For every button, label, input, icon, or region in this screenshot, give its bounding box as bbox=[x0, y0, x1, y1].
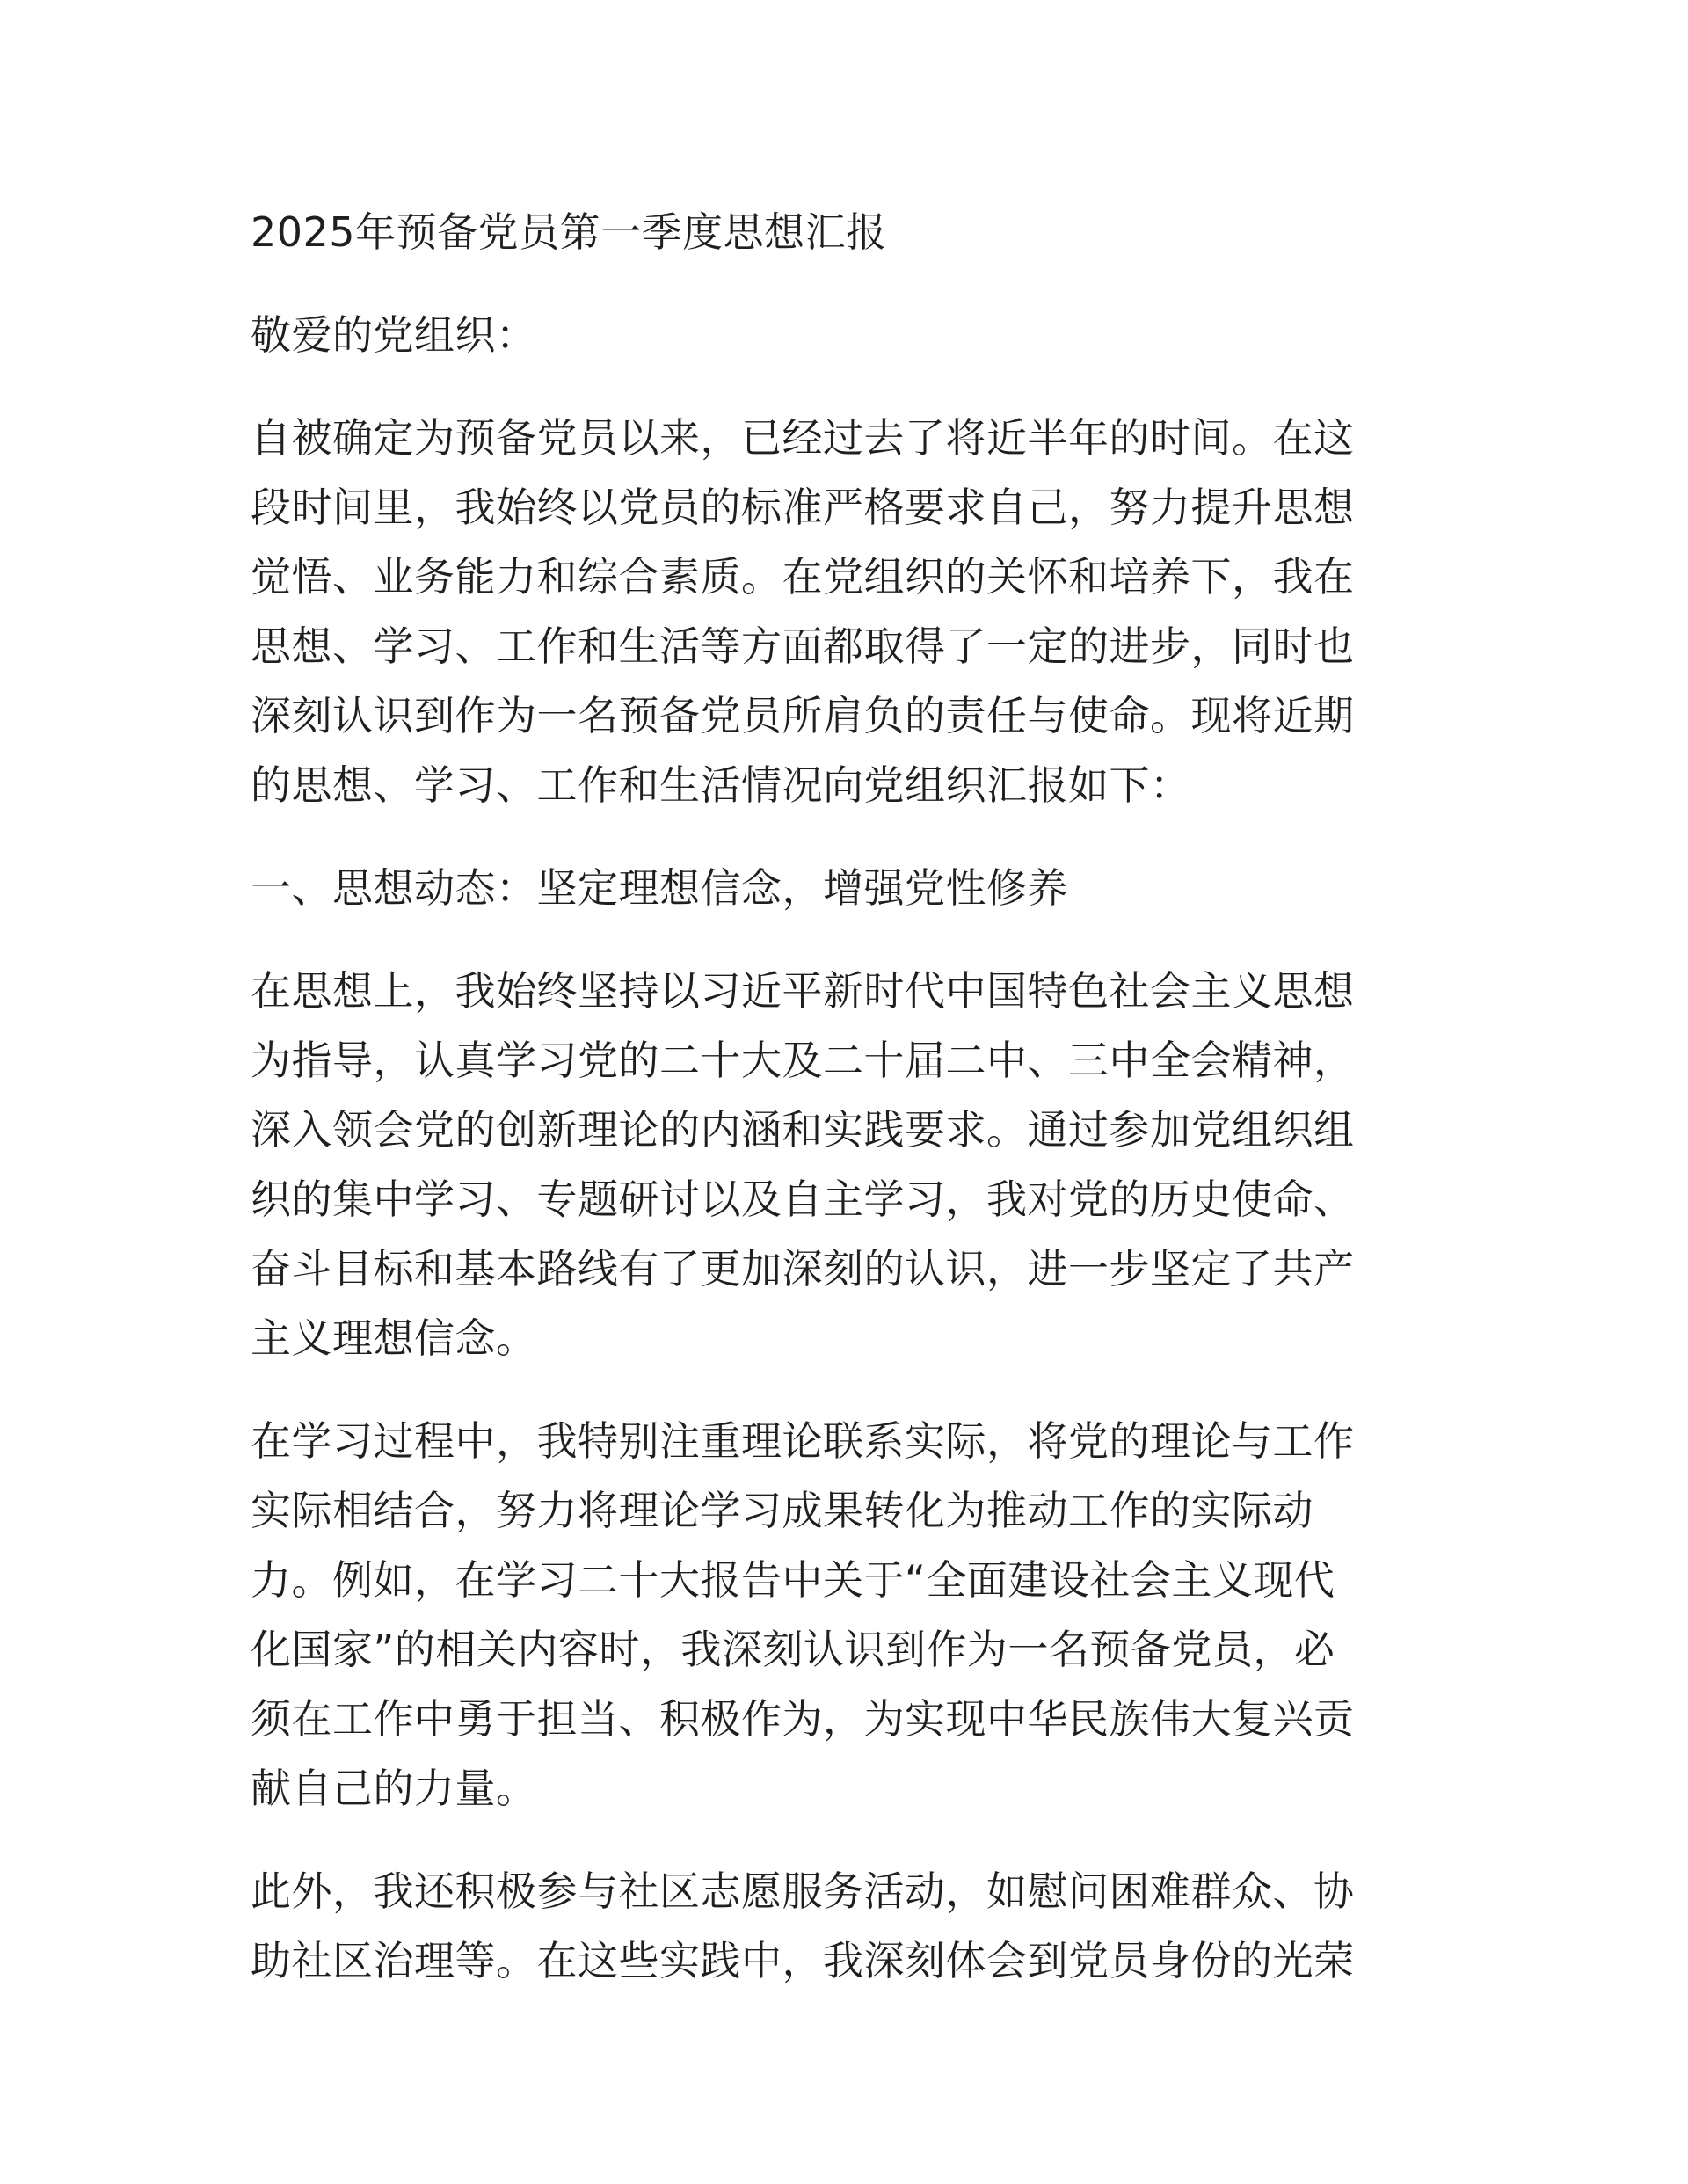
paragraph-line: 织的集中学习、专题研讨以及自主学习，我对党的历史使命、 bbox=[251, 1176, 1355, 1223]
paragraph-line: 实际相结合，努力将理论学习成果转化为推动工作的实际动 bbox=[251, 1487, 1313, 1534]
paragraph-line: 献自己的力量。 bbox=[251, 1765, 537, 1812]
paragraph-line: 力。例如，在学习二十大报告中关于“全面建设社会主义现代 bbox=[251, 1556, 1335, 1604]
paragraph-line: 主义理想信念。 bbox=[251, 1314, 537, 1362]
paragraph-line: 在学习过程中，我特别注重理论联系实际，将党的理论与工作 bbox=[251, 1417, 1355, 1465]
paragraph-line: 觉悟、业务能力和综合素质。在党组织的关怀和培养下，我在 bbox=[251, 553, 1355, 601]
paragraph-line: 思想、学习、工作和生活等方面都取得了一定的进步，同时也 bbox=[251, 622, 1355, 670]
paragraph-line: 的思想、学习、工作和生活情况向党组织汇报如下： bbox=[251, 761, 1191, 809]
paragraph-line: 深入领会党的创新理论的内涵和实践要求。通过参加党组织组 bbox=[251, 1106, 1355, 1154]
paragraph-line: 奋斗目标和基本路线有了更加深刻的认识，进一步坚定了共产 bbox=[251, 1245, 1355, 1292]
salutation: 敬爱的党组织： bbox=[251, 311, 537, 359]
paragraph-line: 深刻认识到作为一名预备党员所肩负的责任与使命。现将近期 bbox=[251, 692, 1355, 739]
paragraph-study bbox=[251, 1407, 1446, 1824]
section-heading bbox=[251, 854, 1446, 923]
paragraph-volunteer bbox=[251, 1857, 1446, 1996]
document-body bbox=[251, 198, 1446, 2029]
paragraph-intro bbox=[251, 404, 1446, 820]
paragraph-line: 段时间里，我始终以党员的标准严格要求自己，努力提升思想 bbox=[251, 484, 1355, 531]
paragraph-line: 为指导，认真学习党的二十大及二十届二中、三中全会精神， bbox=[251, 1037, 1355, 1084]
paragraph-line: 自被确定为预备党员以来，已经过去了将近半年的时间。在这 bbox=[251, 414, 1355, 462]
paragraph-line: 在思想上，我始终坚持以习近平新时代中国特色社会主义思想 bbox=[251, 967, 1355, 1015]
paragraph-line: 须在工作中勇于担当、积极作为，为实现中华民族伟大复兴贡 bbox=[251, 1695, 1355, 1743]
paragraph-line: 此外，我还积极参与社区志愿服务活动，如慰问困难群众、协 bbox=[251, 1867, 1355, 1915]
document-title: 2025年预备党员第一季度思想汇报 bbox=[251, 208, 887, 256]
paragraph-line: 化国家”的相关内容时，我深刻认识到作为一名预备党员，必 bbox=[251, 1626, 1335, 1673]
paragraph-line: 助社区治理等。在这些实践中，我深刻体会到党员身份的光荣 bbox=[251, 1937, 1355, 1984]
section-heading-text: 一、思想动态：坚定理想信念，增强党性修养 bbox=[251, 864, 1068, 912]
paragraph-ideology bbox=[251, 957, 1446, 1373]
